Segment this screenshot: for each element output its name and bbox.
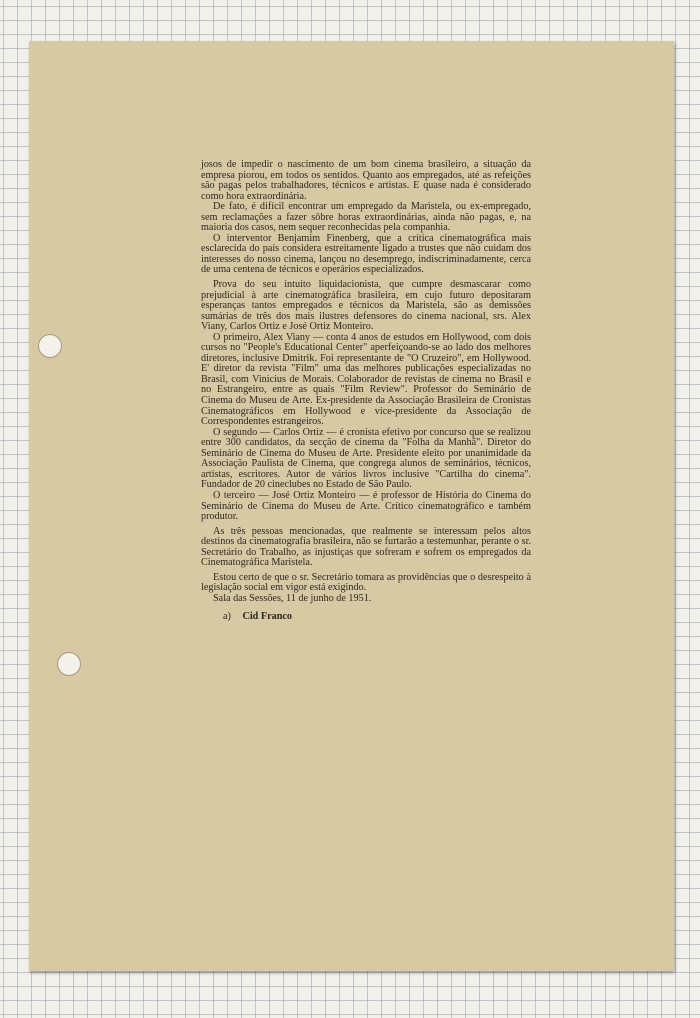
document-body [201, 160, 531, 623]
paragraph-6: O segundo — Carlos Ortiz — é cronista efetivo por concurso que se realizou entre 300 candidatos, da secção de cinema da "Folha da Manhã". Diretor do Seminário de Cinema do Museu de Arte. Presidente eleito por unanimidade da Associação Paulista de Cinema, que congrega alunos de seminários, técnicos, artistas, escritores. Autor de vários livros inclusive "Cartilha do cinema". Fundador de 20 cineclubes no Estado de São Paulo. [201, 426, 531, 491]
paragraph-4: Prova do seu intuito liquidacionista, que cumpre desmascarar como prejudicial à arte cinematográfica brasileira, em cujo futuro depositaram esperanças tantos empregados e técnicos da Maristela, são as demissões sumárias de três dos mais ilustres defensores do cinema nacional, srs. Alex Viany, Carlos Ortiz e José Ortiz Monteiro. [201, 279, 531, 333]
punch-hole-lower [57, 652, 81, 676]
paragraph-8: As três pessoas mencionadas, que realmente se interessam pelos altos destinos da cinematografia brasileira, não se furtarão a testemunhar, perante o sr. Secretário do Trabalho, as injustiças que sofreram e sofrem os empregados da Cinematográfica Maristela. [201, 525, 531, 569]
signature-line [201, 612, 531, 623]
paragraph-9: Estou certo de que o sr. Secretário tomara as providências que o desrespeito à legislação social em vigor está exigindo. [201, 571, 531, 594]
paragraph-5: O primeiro, Alex Viany — conta 4 anos de estudos em Hollywood, com dois cursos no "People's Educational Center" aperfeiçoando-se ao lado dos melhores diretores, inclusive Dmitrik. Foi representante de "O Cruzeiro", em Hollywood. E' diretor da revista "Film" uma das melhores publicações especializadas no Brasil, com Vinicius de Morais. Colaborador de revistas de cinema no Brasil e no Estrangeiro, entre as quais "Film Review". Professor do Seminário de Cinema do Museu de Arte. Ex-presidente da Associação Brasileira de Cronistas Cinematográficos em Hollywood e vice-presidente da Associação de Correspondentes estrangeiros. [201, 331, 531, 428]
paragraph-2: De fato, é difícil encontrar um empregado da Maristela, ou ex-empregado, sem reclamações a fazer sôbre horas extraordinárias, ainda não pagas, e, na maioria dos casos, nem sequer reconhecidas pela companhia. [201, 201, 531, 234]
signature-name: Cid Franco [242, 611, 292, 623]
paragraph-7: O terceiro — José Ortiz Monteiro — é professor de História do Cinema do Seminário de Cinema do Museu de Arte. Crítico cinematográfico e também produtor. [201, 489, 531, 523]
signature-prefix: a) [223, 611, 231, 623]
paragraph-1: josos de impedir o nascimento de um bom cinema brasileiro, a situação da empresa piorou, em todos os sentidos. Quanto aos empregados, até as refeições são pagas pelos trabalhadores, técnicos e artistas. E quase nada é considerado como hora extraordinária. [201, 159, 531, 202]
closing-line: Sala das Sessões, 11 de junho de 1951. [213, 592, 372, 604]
paragraph-3: O interventor Benjamim Finenberg, que a crítica cinematográfica mais esclarecida do país considera estreitamente ligado a trustes que não cuidam dos interesses do nosso cinema, lançou no desemprego, indiscriminadamente, cerca de uma centena de técnicos e operários especializados. [201, 232, 531, 276]
punch-hole-upper [38, 334, 62, 358]
